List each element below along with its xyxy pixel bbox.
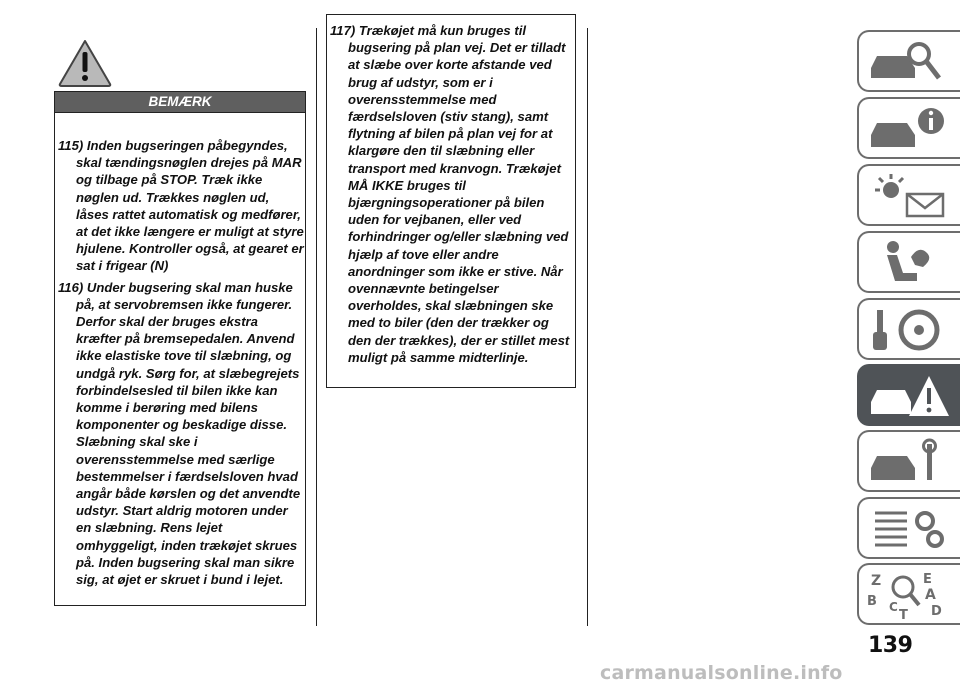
car-info-icon	[867, 105, 951, 153]
svg-text:T: T	[899, 608, 908, 619]
svg-text:B: B	[867, 594, 877, 609]
alphabetical-index-icon	[867, 571, 951, 619]
note-117: 117) Trækøjet må kun bruges til bugsering på plan vej. Det er tilladt at slæbe over korte afstande ved brug af udstyr, som er i overensstemmelse med færdselsloven (stiv stang), samt flytning af bilen på plan vej for at klargøre den til slæbning eller transport med kranvogn. Trækøjet MÅ IKKE bruges til bjærgningsoperationer på bilen uden for vejbanen, eller ved forhindringer og/eller slæbning ved hjælp af tove eller andre anordninger som ikke er stive. Når ovennævnte betingelser overholdes, skal slæbningen ske med to biler (den der trækker og den der trækkes), der er stillet mest muligt på samme midterlinje.	[330, 23, 570, 365]
page-number: 139	[868, 633, 913, 658]
svg-text:C: C	[889, 600, 898, 614]
car-search-icon	[867, 38, 951, 86]
tab-starting-driving[interactable]	[857, 298, 960, 360]
tab-index[interactable]	[857, 563, 960, 625]
note-116: 116) Under bugsering skal man huske på, at servobremsen ikke fungerer. Derfor skal der bruges ekstra kræfter på bremsepedalen. Anvend ikke elastiske tove til slæbning, og undgå ryk. Sørg for, at slæbegrejets forbindelsesled til bilen ikke kan komme i berøring med bilens komponenter og beskadige disse. Slæbning skal ske i overensstemmelse med særlige bestemmelser i færdselsloven hvad angår både kørslen og det anvendte udstyr. Start aldrig motoren under en slæbning. Rens lejet omhyggeligt, inden trækøjet skrues på. Inden bugsering skal man sikre sig, at øjet er skruet i bund i lejet.	[58, 279, 301, 588]
svg-text:D: D	[931, 604, 942, 619]
technical-data-icon	[867, 505, 951, 553]
notes-right	[330, 22, 574, 366]
svg-text:E: E	[923, 572, 932, 587]
tab-warning-lights[interactable]	[857, 164, 960, 226]
tab-emergency[interactable]	[857, 364, 960, 426]
warning-triangle-icon	[57, 38, 113, 88]
tab-maintenance[interactable]	[857, 430, 960, 492]
warning-light-message-icon	[867, 172, 951, 220]
svg-text:Z: Z	[871, 573, 882, 589]
watermark: carmanualsonline.info	[600, 662, 843, 684]
airbag-seat-icon	[867, 239, 951, 287]
tab-technical-data[interactable]	[857, 497, 960, 559]
column-divider-right	[587, 28, 588, 626]
tab-car-search[interactable]	[857, 30, 960, 92]
car-maintenance-icon	[867, 438, 951, 486]
notes-left	[58, 137, 304, 588]
note-header: BEMÆRK	[54, 91, 306, 113]
emergency-breakdown-icon	[867, 372, 951, 420]
svg-text:A: A	[925, 587, 936, 603]
tab-safety[interactable]	[857, 231, 960, 293]
note-115: 115) Inden bugseringen påbegyndes, skal tændingsnøglen drejes på MAR og tilbage på STOP. Træk ikke nøglen ud. Trækkes nøglen ud, låses rattet automatisk og medfører, at det ikke længere er muligt at styre hjulene. Kontroller også, at gearet er sat i frigear (N)	[58, 138, 304, 274]
tab-car-info[interactable]	[857, 97, 960, 159]
key-steering-wheel-icon	[867, 306, 951, 354]
column-divider-left	[316, 28, 317, 626]
